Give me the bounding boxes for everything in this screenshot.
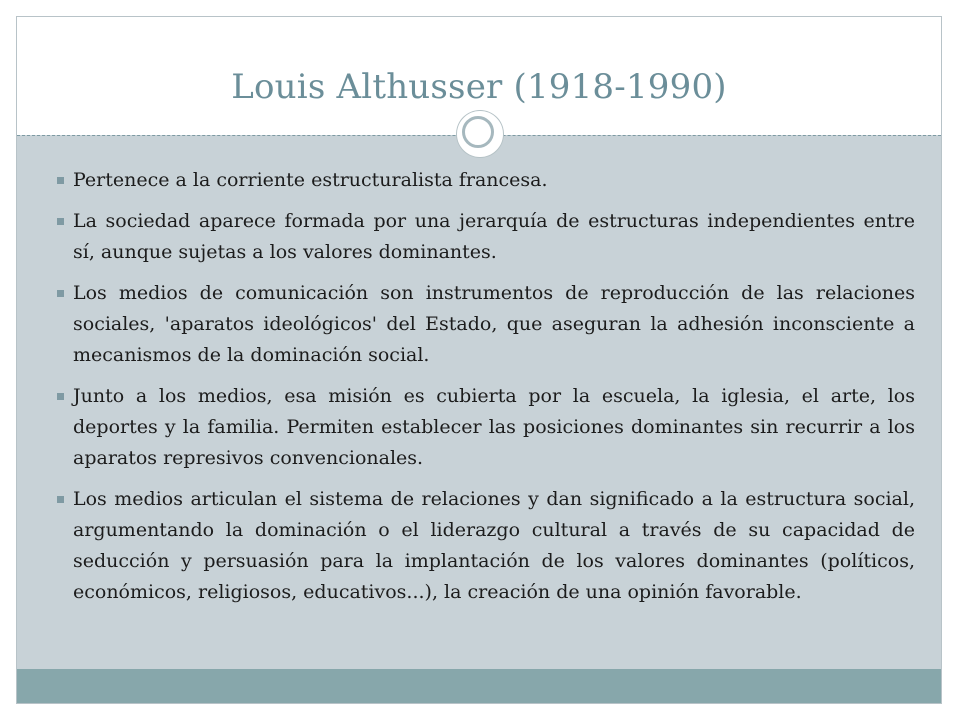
square-bullet-icon	[57, 218, 64, 225]
slide	[16, 16, 942, 704]
slide-title: Louis Althusser (1918-1990)	[231, 67, 727, 107]
bullet-text: Los medios articulan el sistema de relaciones y dan significado a la estructura social, argumentando la dominación o el liderazgo cultural a través de su capacidad de seducción y persuasión para la implantación de los valores dominantes (políticos, económicos, religiosos, educativos...), la creación de una opinión favorable.	[73, 488, 915, 603]
circle-ornament-icon	[457, 111, 503, 157]
bullet-text: Los medios de comunicación son instrumentos de reproducción de las relaciones sociales, 'aparatos ideológicos' del Estado, que aseguran la adhesión inconsciente a mecanismos de la dominación social.	[73, 282, 915, 366]
bullet-item	[57, 165, 915, 196]
bullet-item	[57, 484, 915, 608]
square-bullet-icon	[57, 393, 64, 400]
bullet-list	[57, 165, 915, 618]
bullet-text: Junto a los medios, esa misión es cubierta por la escuela, la iglesia, el arte, los deportes y la familia. Permiten establecer las posiciones dominantes sin recurrir a los aparatos represivos convencionales.	[73, 385, 915, 469]
bullet-text: Pertenece a la corriente estructuralista francesa.	[73, 169, 548, 191]
square-bullet-icon	[57, 290, 64, 297]
footer-bar	[17, 669, 941, 703]
bullet-text: La sociedad aparece formada por una jerarquía de estructuras independientes entre sí, aunque sujetas a los valores dominantes.	[73, 210, 915, 263]
bullet-item	[57, 206, 915, 268]
bullet-item	[57, 278, 915, 371]
square-bullet-icon	[57, 177, 64, 184]
bullet-item	[57, 381, 915, 474]
square-bullet-icon	[57, 496, 64, 503]
